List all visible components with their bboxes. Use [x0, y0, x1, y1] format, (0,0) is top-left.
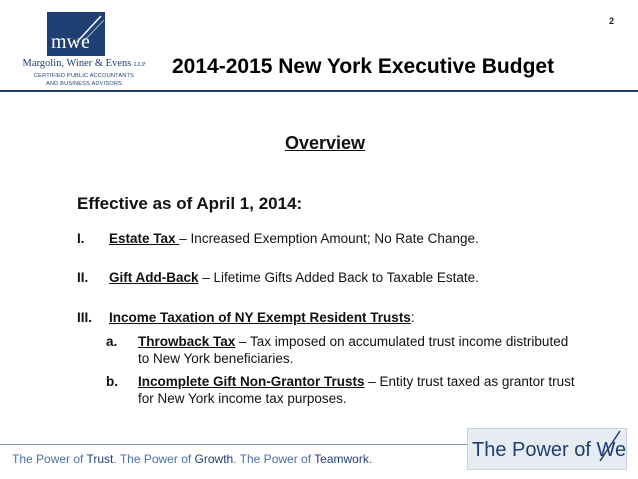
item-text: – Increased Exemption Amount; No Rate Change. [179, 231, 479, 246]
item-number: I. [77, 231, 85, 246]
item-heading: Estate Tax [109, 231, 180, 246]
list-item [77, 310, 415, 325]
footer-divider [0, 444, 470, 445]
tagline-prefix: The Power of [119, 452, 195, 466]
title-divider [0, 90, 638, 92]
tagline-prefix: The Power of [239, 452, 315, 466]
firm-name-text: Margolin, Winer & Evens [22, 58, 132, 69]
tagline-sep: . [233, 452, 240, 466]
tagline-sep: . [113, 452, 120, 466]
firm-name [14, 58, 154, 69]
sub-item-text: – Tax imposed on accumulated trust income distributed to New York beneficiaries. [138, 334, 569, 366]
sub-item-body [138, 373, 576, 407]
power-of-we-badge [467, 428, 627, 470]
item-number: III. [77, 310, 93, 325]
logo-mark [47, 12, 105, 56]
sub-item-heading: Incomplete Gift Non-Grantor Trusts [138, 374, 365, 389]
sub-item-letter: b. [106, 374, 118, 389]
item-heading: Income Taxation of NY Exempt Resident Trusts [109, 310, 411, 325]
list-item [77, 270, 479, 285]
overview-heading: Overview [284, 133, 366, 153]
badge-checkmark-icon [468, 429, 628, 471]
item-text: : [410, 310, 415, 325]
sub-item-text: – Entity trust taxed as grantor trust for New York income tax purposes. [138, 374, 575, 406]
list-item [77, 231, 479, 246]
tagline-word: Teamwork [314, 452, 369, 466]
logo-mark-text: mwe [51, 31, 90, 53]
tagline-prefix: The Power of [12, 452, 87, 466]
firm-suffix: LLP [133, 61, 146, 68]
item-heading: Gift Add-Back [109, 270, 199, 285]
firm-subtitle-1: CERTIFIED PUBLIC ACCOUNTANTS [33, 73, 135, 79]
item-text: – Lifetime Gifts Added Back to Taxable Estate. [198, 270, 479, 285]
sub-item-body [138, 333, 576, 367]
footer-tagline [12, 452, 372, 466]
page-number: 2 [608, 16, 614, 26]
sub-item-heading: Throwback Tax [138, 334, 236, 349]
effective-date-heading: Effective as of April 1, 2014: [77, 194, 303, 213]
item-number: II. [77, 270, 89, 285]
sub-list-item [106, 333, 576, 367]
sub-list-item [106, 373, 576, 407]
slide-title: 2014-2015 New York Executive Budget [172, 55, 555, 78]
badge-text: The Power of We [472, 439, 627, 461]
tagline-sep: . [368, 452, 373, 466]
tagline-word: Trust [86, 452, 114, 466]
section-heading [0, 133, 638, 154]
sub-item-letter: a. [106, 334, 118, 349]
tagline-word: Growth [194, 452, 234, 466]
firm-subtitle-2: AND BUSINESS ADVISORS [45, 81, 122, 87]
